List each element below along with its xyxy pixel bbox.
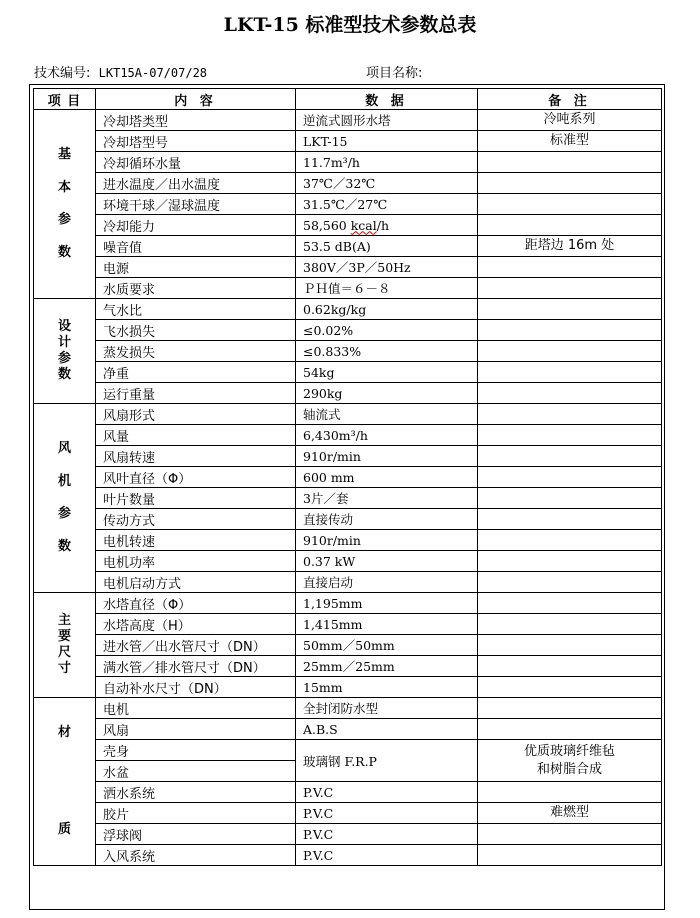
remark-cell xyxy=(478,446,662,467)
table-body xyxy=(34,110,662,866)
content-cell: 浮球阀 xyxy=(96,824,296,845)
content-cell: 飞水损失 xyxy=(96,320,296,341)
remark-cell xyxy=(478,593,662,614)
remark-cell xyxy=(478,257,662,278)
data-cell: 逆流式圆形水塔 xyxy=(296,110,478,131)
table-row xyxy=(34,719,662,740)
remark-cell xyxy=(478,467,662,488)
content-cell: 胶片 xyxy=(96,803,296,824)
data-cell: 380V／3P／50Hz xyxy=(296,257,478,278)
data-cell: 轴流式 xyxy=(296,404,478,425)
remark-cell xyxy=(478,362,662,383)
table-row xyxy=(34,593,662,614)
data-cell xyxy=(296,215,478,236)
remark-cell xyxy=(478,551,662,572)
remark-cell xyxy=(478,194,662,215)
data-cell: 910r/min xyxy=(296,446,478,467)
data-cell: 6,430m³/h xyxy=(296,425,478,446)
content-cell: 电机功率 xyxy=(96,551,296,572)
remark-cell: 标准型 xyxy=(478,131,662,152)
table-row xyxy=(34,509,662,530)
table-row xyxy=(34,614,662,635)
content-cell: 噪音值 xyxy=(96,236,296,257)
remark-cell xyxy=(478,383,662,404)
content-cell: 风叶直径（Φ） xyxy=(96,467,296,488)
content-cell: 电源 xyxy=(96,257,296,278)
table-row xyxy=(34,740,662,761)
data-cell: P.V.C xyxy=(296,803,478,824)
content-cell: 壳身 xyxy=(96,740,296,761)
data-cell: 600 mm xyxy=(296,467,478,488)
table-row xyxy=(34,677,662,698)
table-row xyxy=(34,383,662,404)
header-item: 项 目 xyxy=(34,89,96,110)
data-cell: 1,195mm xyxy=(296,593,478,614)
table-row xyxy=(34,152,662,173)
content-cell: 叶片数量 xyxy=(96,488,296,509)
data-cell: 0.37 kW xyxy=(296,551,478,572)
tech-code xyxy=(34,62,207,81)
remark-cell: 距塔边 16m 处 xyxy=(478,236,662,257)
data-cell: 50mm／50mm xyxy=(296,635,478,656)
content-cell: 风扇形式 xyxy=(96,404,296,425)
group-label-design: 设 计 参 数 xyxy=(34,299,96,404)
remark-cell xyxy=(478,635,662,656)
data-cell: ≤0.02% xyxy=(296,320,478,341)
remark-cell xyxy=(478,278,662,299)
content-cell: 水质要求 xyxy=(96,278,296,299)
table-row xyxy=(34,698,662,719)
table-row xyxy=(34,278,662,299)
tech-code-value: LKT15A-07/07/28 xyxy=(98,66,208,80)
remark-cell: 难燃型 xyxy=(478,803,662,824)
table-row xyxy=(34,782,662,803)
spec-table xyxy=(33,88,662,866)
group-label-basic: 基 本 参 数 xyxy=(34,110,96,299)
table-row xyxy=(34,404,662,425)
content-cell: 自动补水尺寸（DN） xyxy=(96,677,296,698)
data-cell: LKT-15 xyxy=(296,131,478,152)
data-cell: P.V.C xyxy=(296,782,478,803)
table-row xyxy=(34,425,662,446)
data-cell: 53.5 dB(A) xyxy=(296,236,478,257)
data-cell: 910r/min xyxy=(296,530,478,551)
table-row xyxy=(34,110,662,131)
table-row xyxy=(34,803,662,824)
remark-cell xyxy=(478,845,662,866)
data-cell: P.V.C xyxy=(296,845,478,866)
content-cell: 环境干球／湿球温度 xyxy=(96,194,296,215)
table-row xyxy=(34,446,662,467)
data-cell: 11.7m³/h xyxy=(296,152,478,173)
header-content: 内 容 xyxy=(96,89,296,110)
data-cell: 直接启动 xyxy=(296,572,478,593)
header-row xyxy=(34,89,662,110)
data-cell: 直接传动 xyxy=(296,509,478,530)
content-cell: 水塔高度（H） xyxy=(96,614,296,635)
data-cell: 290kg xyxy=(296,383,478,404)
table-row xyxy=(34,131,662,152)
content-cell: 进水温度／出水温度 xyxy=(96,173,296,194)
remark-cell xyxy=(478,698,662,719)
remark-cell xyxy=(478,782,662,803)
remark-cell xyxy=(478,656,662,677)
table-row xyxy=(34,845,662,866)
table-row xyxy=(34,488,662,509)
table-row xyxy=(34,320,662,341)
data-cell: 1,415mm xyxy=(296,614,478,635)
remark-cell xyxy=(478,152,662,173)
remark-cell xyxy=(478,530,662,551)
remark-cell: 优质玻璃纤维毡 和树脂合成 xyxy=(478,740,662,782)
data-cell: ≤0.833% xyxy=(296,341,478,362)
remark-cell xyxy=(478,320,662,341)
document-title: LKT-15 标准型技术参数总表 xyxy=(223,14,477,36)
group-label-material: 材 质 xyxy=(34,698,96,866)
table-row xyxy=(34,341,662,362)
table-row xyxy=(34,824,662,845)
tech-code-label: 技术编号: xyxy=(34,66,91,81)
remark-cell xyxy=(478,509,662,530)
content-cell: 水塔直径（Φ） xyxy=(96,593,296,614)
remark-cell xyxy=(478,824,662,845)
data-cell: 玻璃钢 F.R.P xyxy=(296,740,478,782)
data-cell: 0.62kg/kg xyxy=(296,299,478,320)
content-cell: 净重 xyxy=(96,362,296,383)
table-row xyxy=(34,173,662,194)
header-data: 数 据 xyxy=(296,89,478,110)
data-value-part: 58,560 xyxy=(303,217,351,233)
remark-cell xyxy=(478,299,662,320)
remark-cell xyxy=(478,215,662,236)
content-cell: 风扇 xyxy=(96,719,296,740)
remark-cell xyxy=(478,677,662,698)
table-row xyxy=(34,215,662,236)
table-row xyxy=(34,551,662,572)
content-cell: 气水比 xyxy=(96,299,296,320)
content-cell: 电机 xyxy=(96,698,296,719)
data-value-unit: kcal xyxy=(350,217,377,233)
data-cell: 54kg xyxy=(296,362,478,383)
content-cell: 冷却塔类型 xyxy=(96,110,296,131)
content-cell: 满水管／排水管尺寸（DN） xyxy=(96,656,296,677)
data-cell: 25mm／25mm xyxy=(296,656,478,677)
content-cell: 电机启动方式 xyxy=(96,572,296,593)
table-row xyxy=(34,656,662,677)
table-row xyxy=(34,572,662,593)
data-cell: 3片／套 xyxy=(296,488,478,509)
data-cell: ＰＨ值＝６－８ xyxy=(296,278,478,299)
content-cell: 洒水系统 xyxy=(96,782,296,803)
table-row xyxy=(34,236,662,257)
content-cell: 进水管／出水管尺寸（DN） xyxy=(96,635,296,656)
data-cell: P.V.C xyxy=(296,824,478,845)
project-name-label: 项目名称: xyxy=(366,66,423,81)
data-cell: 37℃／32℃ xyxy=(296,173,478,194)
content-cell: 风量 xyxy=(96,425,296,446)
remark-cell xyxy=(478,572,662,593)
data-cell: 全封闭防水型 xyxy=(296,698,478,719)
table-row xyxy=(34,257,662,278)
data-cell: 15mm xyxy=(296,677,478,698)
remark-cell xyxy=(478,341,662,362)
content-cell: 冷却塔型号 xyxy=(96,131,296,152)
content-cell: 入风系统 xyxy=(96,845,296,866)
data-value-suffix: /h xyxy=(376,217,390,233)
remark-cell xyxy=(478,404,662,425)
data-cell: 31.5℃／27℃ xyxy=(296,194,478,215)
content-cell: 传动方式 xyxy=(96,509,296,530)
header-remark: 备 注 xyxy=(478,89,662,110)
table-row xyxy=(34,194,662,215)
table-row xyxy=(34,299,662,320)
content-cell: 水盆 xyxy=(96,761,296,782)
group-label-fan: 风 机 参 数 xyxy=(34,404,96,593)
data-cell: A.B.S xyxy=(296,719,478,740)
remark-cell xyxy=(478,719,662,740)
table-row xyxy=(34,362,662,383)
content-cell: 运行重量 xyxy=(96,383,296,404)
table-row xyxy=(34,467,662,488)
remark-cell xyxy=(478,173,662,194)
content-cell: 风扇转速 xyxy=(96,446,296,467)
group-label-size: 主 要 尺 寸 xyxy=(34,593,96,698)
content-cell: 冷却能力 xyxy=(96,215,296,236)
remark-cell xyxy=(478,425,662,446)
remark-cell: 冷吨系列 xyxy=(478,110,662,131)
content-cell: 冷却循环水量 xyxy=(96,152,296,173)
table-row xyxy=(34,530,662,551)
remark-cell xyxy=(478,614,662,635)
table-row xyxy=(34,635,662,656)
content-cell: 电机转速 xyxy=(96,530,296,551)
remark-cell xyxy=(478,488,662,509)
content-cell: 蒸发损失 xyxy=(96,341,296,362)
